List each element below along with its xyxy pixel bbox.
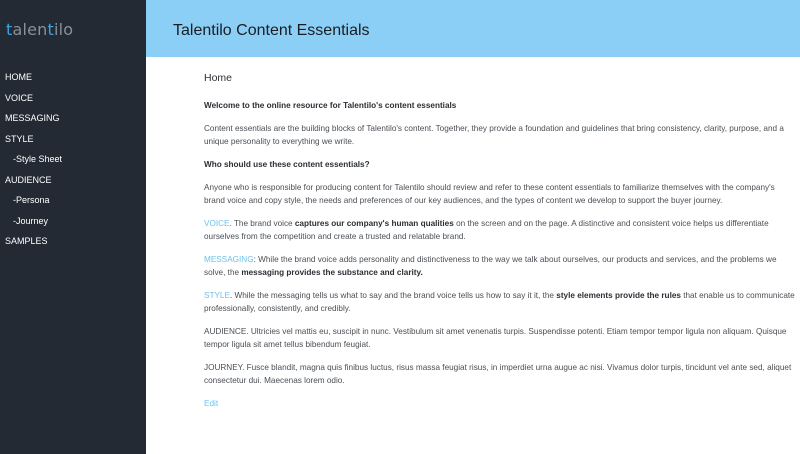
- voice-text: . The brand voice: [229, 219, 295, 228]
- welcome-heading: Welcome to the online resource for Talentilo's content essentials: [204, 101, 457, 110]
- messaging-paragraph: [204, 253, 796, 279]
- logo-text: ilo: [54, 20, 74, 39]
- sidebar-item-home[interactable]: HOME: [5, 72, 32, 82]
- edit-link[interactable]: Edit: [204, 399, 219, 408]
- style-bold-text: style elements provide the rules: [556, 291, 681, 300]
- who-heading: Who should use these content essentials?: [204, 160, 370, 169]
- messaging-bold-text: messaging provides the substance and clarity.: [241, 268, 423, 277]
- voice-link[interactable]: VOICE: [204, 219, 230, 228]
- page-title: Home: [204, 72, 233, 84]
- sidebar-item-style-sheet[interactable]: -Style Sheet: [13, 154, 63, 164]
- journey-paragraph: JOURNEY. Fusce blandit, magna quis finibus luctus, risus massa feugiat risus, in imperdiet urna augue ac nisi. Vivamus dolor turpis, tincidunt vel ante sed, aliquet consectetur dui. Maecenas lorem odio.: [204, 363, 792, 385]
- messaging-text: : While the brand voice adds personality and distinctiveness to the way we talk about ourselves, our products and services, and the problems we solve, the: [204, 255, 777, 277]
- logo-text: alen: [12, 20, 48, 39]
- sidebar-item-journey[interactable]: -Journey: [13, 215, 49, 226]
- sidebar-item-messaging[interactable]: MESSAGING: [5, 113, 60, 123]
- main-content: [204, 72, 796, 410]
- sidebar-item-persona[interactable]: -Persona: [13, 195, 50, 205]
- voice-paragraph: [204, 217, 796, 243]
- logo-letter: t: [47, 20, 55, 39]
- sidebar-item-voice[interactable]: VOICE: [5, 92, 34, 103]
- sidebar-nav: [0, 70, 146, 255]
- logo[interactable]: [6, 20, 73, 39]
- sidebar: [0, 0, 146, 454]
- voice-bold-text: captures our company's human qualities: [294, 219, 454, 228]
- messaging-link[interactable]: MESSAGING: [204, 255, 254, 264]
- intro-paragraph: Content essentials are the building blocks of Talentilo's content. Together, they provide a foundation and guidelines that bring consistency, clarity, purpose, and a unique personality to everything we write.: [204, 124, 784, 146]
- sidebar-item-style[interactable]: STYLE: [5, 133, 34, 144]
- site-title: Talentilo Content Essentials: [173, 22, 370, 39]
- sidebar-item-samples[interactable]: SAMPLES: [5, 236, 48, 246]
- who-paragraph: Anyone who is responsible for producing content for Talentilo should review and refer to these content essentials to familiarize themselves with the company's brand voice and copy style, the needs and preferences of our key audiences, and the types of content we develop to support the buyer journey.: [204, 183, 775, 205]
- header-bar: [146, 0, 800, 57]
- voice-text-end: on the screen and on the page. A distinctive and consistent voice helps us differentiate ourselves from the competition and create a trusted and relatable brand.: [204, 219, 769, 241]
- logo-letter: t: [6, 20, 13, 39]
- style-paragraph: [204, 289, 796, 315]
- style-link[interactable]: STYLE: [204, 291, 230, 300]
- style-text: . While the messaging tells us what to say and the brand voice tells us how to say it it, the: [229, 291, 557, 300]
- sidebar-item-audience[interactable]: AUDIENCE: [5, 174, 52, 185]
- style-text-end: that enable us to communicate professionally, consistently, and credibly.: [204, 291, 795, 313]
- audience-paragraph: AUDIENCE. Ultricies vel mattis eu, suscipit in nunc. Vestibulum sit amet venenatis turpis. Suspendisse potenti. Etiam tempor tempor ligula non aliquam. Quisque tempor ligula sit amet tellus bibendum feugiat.: [204, 327, 787, 349]
